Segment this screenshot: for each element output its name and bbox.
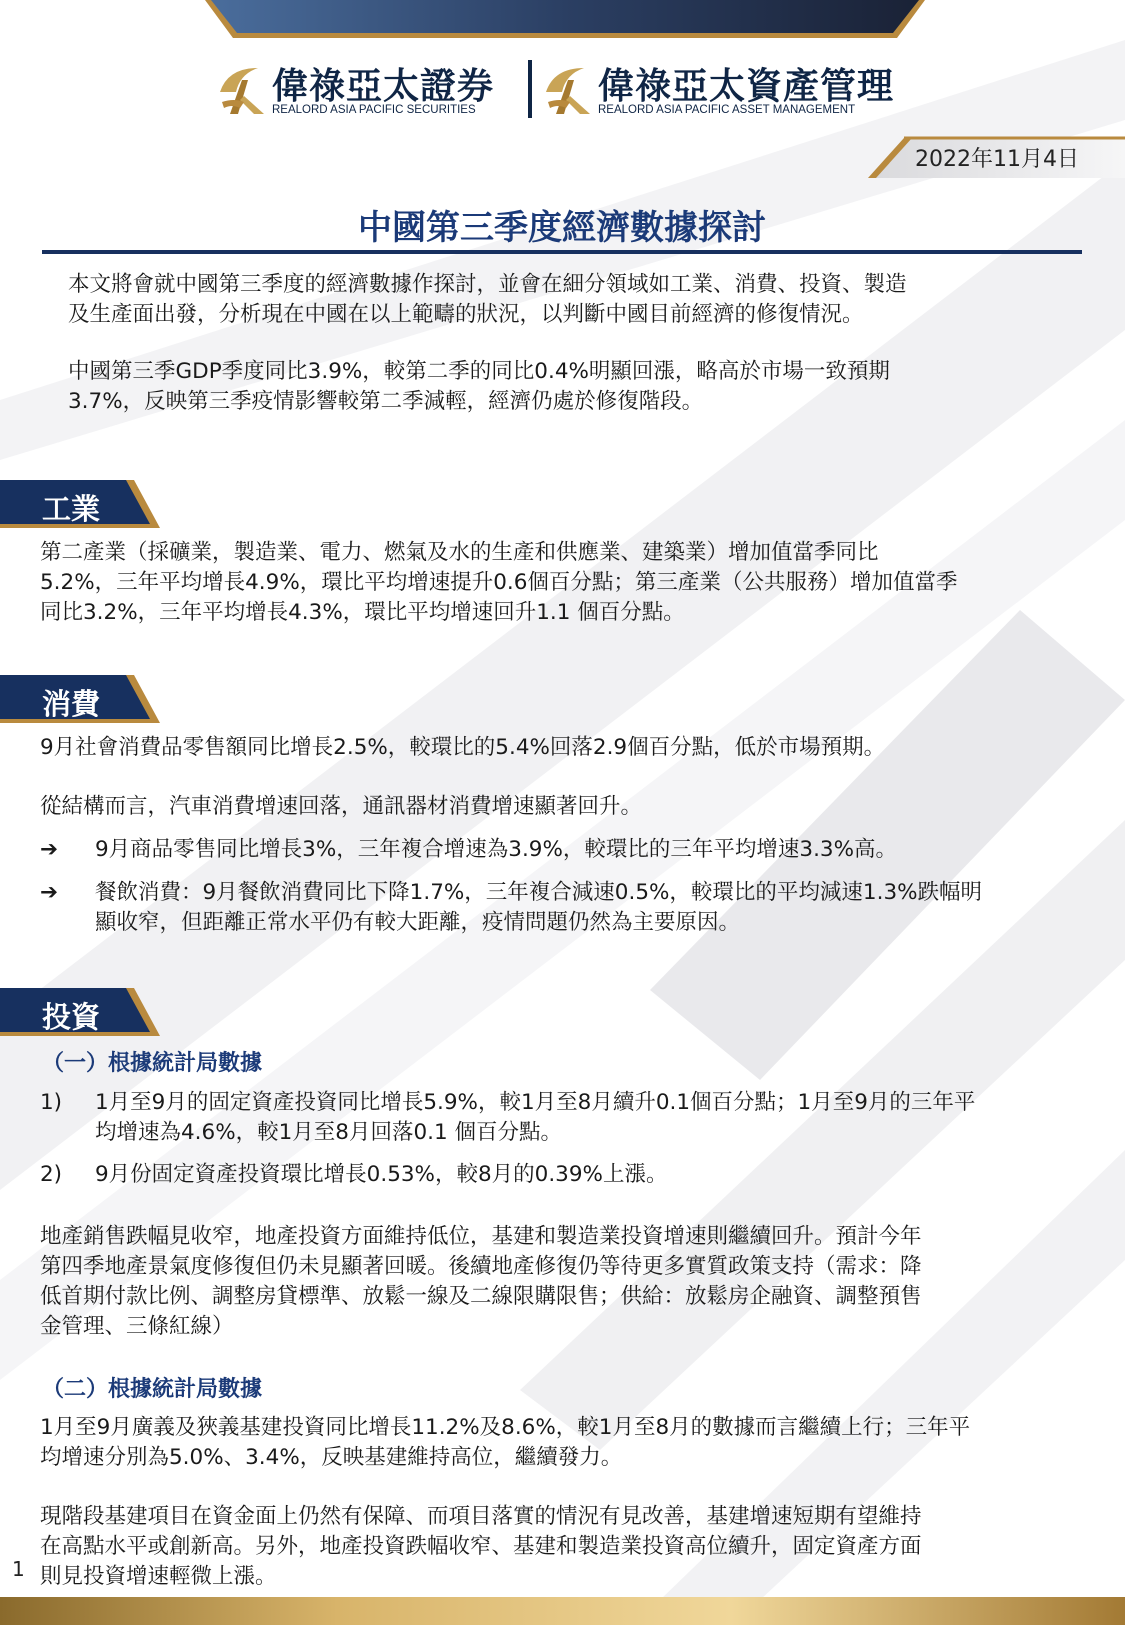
logo-securities-en: REALORD ASIA PACIFIC SECURITIES xyxy=(272,104,476,116)
title-underline xyxy=(42,250,1082,254)
outlook-paragraph: 現階段基建項目在資金面上仍然有保障、而項目落實的情況有見改善，基建增速短期有望維持 在高點水平或創新高。另外，地產投資跌幅收窄、基建和製造業投資高位續升，固定資產方面 則見投資增速輕微上漲。 xyxy=(40,1504,922,1589)
page-title: 中國第三季度經濟數據探討 xyxy=(358,208,766,248)
consumption-bullet-1: 9月商品零售同比增長3%，三年複合增速為3.9%，較環比的三年平均增速3.3%高。 xyxy=(95,837,898,862)
list-number: 2) xyxy=(40,1162,63,1187)
section-header-investment xyxy=(0,988,160,1036)
section-title-consumption: 消費 xyxy=(42,687,101,721)
logo-asset-en: REALORD ASIA PACIFIC ASSET MANAGEMENT xyxy=(598,104,856,116)
footer-band xyxy=(0,1597,1125,1625)
investment-item-1: 1月至9月的固定資產投資同比增長5.9%，較1月至8月續升0.1個百分點；1月至9月的三年平 均增速為4.6%，較1月至8月回落0.1 個百分點。 xyxy=(95,1090,976,1145)
property-paragraph: 地產銷售跌幅見收窄，地產投資方面維持低位，基建和製造業投資增速則繼續回升。預計今年 第四季地產景氣度修復但仍未見顯著回暖。後續地產修復仍等待更多實質政策支持（需求：降 低首期付款比例、調整房貸標準、放鬆一線及二線限購限售；供給：放鬆房企融資、調整預售 金管理、三條紅線） xyxy=(40,1224,922,1339)
section-header-consumption xyxy=(0,675,160,723)
infrastructure-paragraph: 1月至9月廣義及狹義基建投資同比增長11.2%及8.6%，較1月至8月的數據而言繼續上行；三年平 均增速分別為5.0%、3.4%，反映基建維持高位，繼續發力。 xyxy=(40,1415,971,1470)
consumption-paragraph-1: 9月社會消費品零售額同比增長2.5%，較環比的5.4%回落2.9個百分點，低於市場預期。 xyxy=(40,735,886,760)
consumption-paragraph-2: 從結構而言，汽車消費增速回落，通訊器材消費增速顯著回升。 xyxy=(40,794,643,819)
logo-asset-cn: 偉祿亞太資產管理 xyxy=(598,66,895,107)
section-title-industry: 工業 xyxy=(42,492,101,526)
page-number: 1 xyxy=(12,1557,25,1581)
investment-subheading-2: （二）根據統計局數據 xyxy=(42,1377,263,1402)
investment-item-2: 9月份固定資產投資環比增長0.53%，較8月的0.39%上漲。 xyxy=(95,1162,668,1187)
arrow-bullet-icon: ➔ xyxy=(40,880,59,905)
company-logo-icon xyxy=(214,62,272,118)
section-header-industry xyxy=(0,480,160,528)
company-logo-icon xyxy=(540,62,598,118)
list-number: 1) xyxy=(40,1090,63,1115)
header-band xyxy=(205,0,925,38)
intro-paragraph-2: 中國第三季GDP季度同比3.9%，較第二季的同比0.4%明顯回漲，略高於市場一致預期 3.7%，反映第三季疫情影響較第二季減輕，經濟仍處於修復階段。 xyxy=(68,359,890,414)
logo-divider xyxy=(528,60,532,118)
consumption-bullet-2: 餐飲消費：9月餐飲消費同比下降1.7%，三年複合減速0.5%，較環比的平均減速1.3%跌幅明 顯收窄，但距離正常水平仍有較大距離，疫情問題仍然為主要原因。 xyxy=(95,880,983,935)
report-date: 2022年11月4日 xyxy=(915,147,1079,172)
investment-subheading-1: （一）根據統計局數據 xyxy=(42,1051,263,1076)
industry-paragraph: 第二產業（採礦業，製造業、電力、燃氣及水的生產和供應業、建築業）增加值當季同比 5.2%，三年平均增長4.9%，環比平均增速提升0.6個百分點；第三產業（公共服務）增加值當季 同比3.2%，三年平均增長4.3%，環比平均增速回升1.1 個百分點。 xyxy=(40,540,958,625)
logo-securities-cn: 偉祿亞太證券 xyxy=(272,66,495,107)
section-title-investment: 投資 xyxy=(42,1000,101,1034)
arrow-bullet-icon: ➔ xyxy=(40,837,59,862)
intro-paragraph-1: 本文將會就中國第三季度的經濟數據作探討，並會在細分領域如工業、消費、投資、製造 及生產面出發，分析現在中國在以上範疇的狀況，以判斷中國目前經濟的修復情況。 xyxy=(68,272,907,327)
